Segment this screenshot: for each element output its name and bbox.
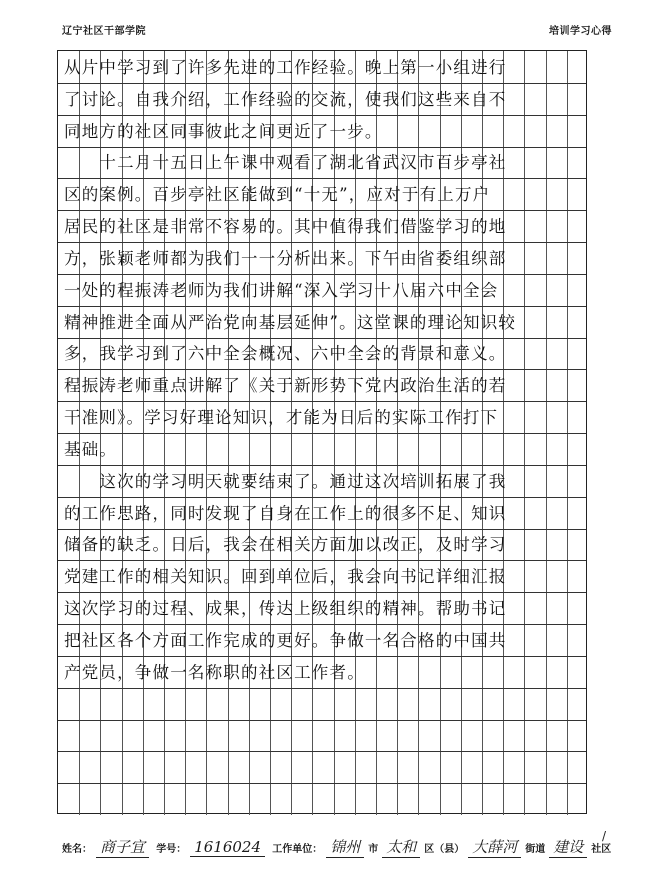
grid-row-line [58, 720, 586, 721]
document-type-header: 培训学习心得 [549, 26, 612, 37]
grid-row-line [58, 210, 586, 211]
footer-signature-line [62, 836, 611, 858]
grid-row-line [58, 592, 586, 593]
grid-row-line [58, 529, 586, 530]
city-value: 锦州 [326, 836, 364, 858]
handwritten-line: 这次的学习明天就要结束了。通过这次培训拓展了我 [64, 471, 507, 491]
grid-row-line [58, 497, 586, 498]
grid-row-line [58, 656, 586, 657]
handwritten-line: 十二月十五日上午课中观看了湖北省武汉市百步亭社 [64, 153, 507, 173]
district-value: 太和 [382, 836, 420, 858]
student-id-label: 学号： [156, 844, 187, 855]
handwritten-line: 程振涛老师重点讲解了《关于新形势下党内政治生活的若 [64, 376, 507, 396]
pen-mark-icon: / [602, 829, 607, 843]
handwritten-line: 居民的社区是非常不容易的。其中值得我们借鉴学习的地 [64, 217, 507, 237]
grid-row-line [58, 560, 586, 561]
street-suffix: 街道 [525, 844, 546, 855]
handwritten-line: 把社区各个方面工作完成的更好。争做一名合格的中国共 [64, 630, 507, 650]
grid-row-line [58, 369, 586, 370]
handwritten-line: 干准则》。学习好理论知识，才能为日后的实际工作打下 [64, 408, 499, 428]
grid-row-line [58, 147, 586, 148]
work-unit-label: 工作单位： [272, 844, 323, 855]
handwritten-line: 区的案例。百步亭社区能做到“十无”，应对于有上万户 [64, 185, 491, 205]
grid-row-line [58, 306, 586, 307]
handwritten-line: 多，我学习到了六中全会概况、六中全会的背景和意义。 [64, 344, 507, 364]
grid-row-line [58, 433, 586, 434]
handwritten-line: 从片中学习到了许多先进的工作经验。晚上第一小组进行 [64, 57, 507, 77]
writing-grid [57, 50, 587, 814]
grid-row-line [58, 401, 586, 402]
grid-row-line [58, 783, 586, 784]
grid-row-line [58, 242, 586, 243]
grid-row-line [58, 83, 586, 84]
district-suffix: 区（县） [424, 844, 465, 855]
grid-row-line [58, 338, 586, 339]
name-value: 商子宜 [96, 836, 149, 858]
name-label: 姓名： [62, 844, 92, 855]
handwritten-line: 精神推进全面从严治党向基层延伸”。这堂课的理论知识较 [64, 312, 517, 332]
city-suffix: 市 [368, 844, 379, 855]
handwritten-line: 这次学习的过程、成果，传达上级组织的精神。帮助书记 [64, 599, 507, 619]
grid-row-line [58, 624, 586, 625]
handwritten-line: 同地方的社区同事彼此之间更近了一步。 [64, 121, 383, 141]
handwritten-line: 党建工作的相关知识。回到单位后，我会向书记详细汇报 [64, 567, 507, 587]
student-id-value: 1616024 [190, 838, 265, 857]
handwritten-line: 了讨论。自我介绍，工作经验的交流，使我们这些来自不 [64, 89, 507, 109]
handwritten-line: 储备的缺乏。日后，我会在相关方面加以改正，及时学习 [64, 535, 507, 555]
grid-row-line [58, 688, 586, 689]
grid-row-line [58, 115, 586, 116]
institution-header: 辽宁社区干部学院 [62, 26, 146, 37]
grid-row-line [58, 465, 586, 466]
grid-row-line [58, 178, 586, 179]
handwritten-line: 基础。 [64, 439, 118, 459]
community-suffix: 社区 [591, 844, 612, 855]
handwritten-line: 产党员，争做一名称职的社区工作者。 [64, 662, 365, 682]
handwritten-line: 方，张颖老师都为我们一一分析出来。下午由省委组织部 [64, 248, 507, 268]
grid-row-line [58, 751, 586, 752]
handwritten-line: 一处的程振涛老师为我们讲解“深入学习十八届六中全会 [64, 280, 499, 300]
community-value: 建设 [549, 836, 587, 858]
handwritten-line: 的工作思路，同时发现了自身在工作上的很多不足、知识 [64, 503, 507, 523]
street-value: 大薛河 [468, 836, 521, 858]
grid-row-line [58, 274, 586, 275]
